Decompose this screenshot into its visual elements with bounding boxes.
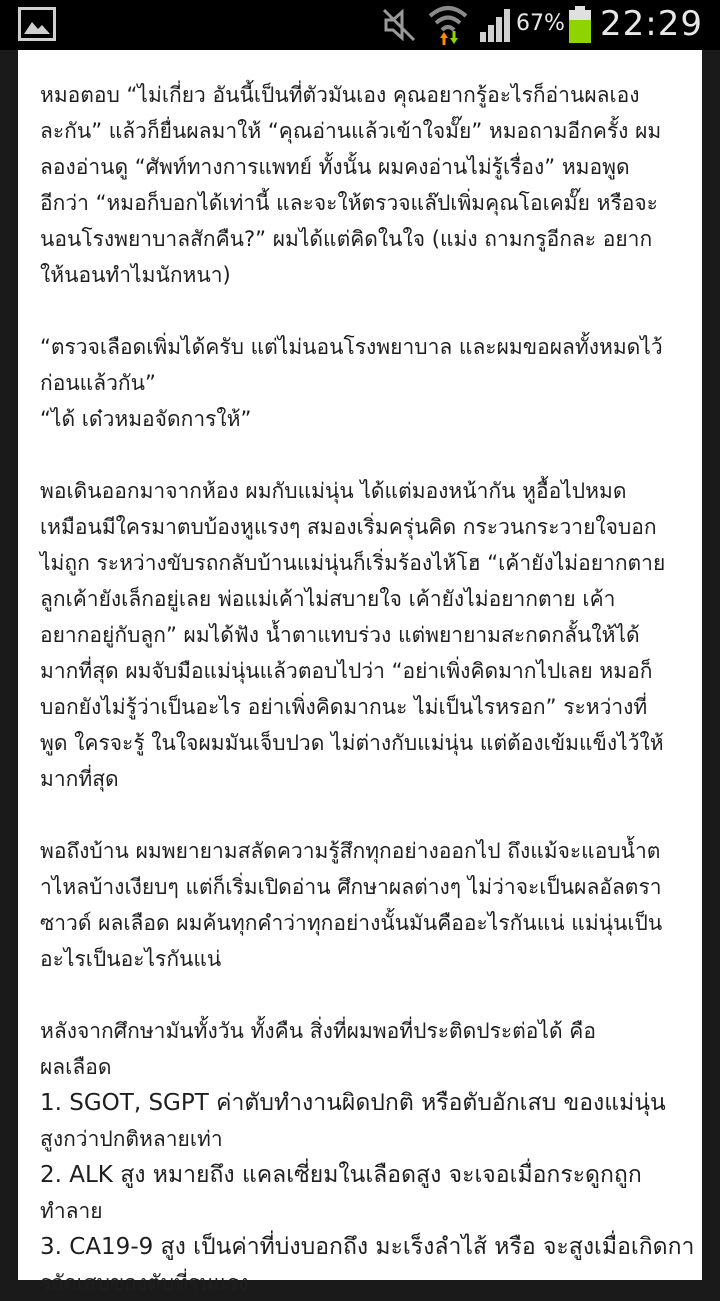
signal-icon [478,8,514,46]
text-line: มากที่สุด [40,767,119,791]
status-bar [0,0,720,50]
gallery-icon[interactable] [18,7,56,41]
mute-icon [382,8,418,46]
text-line: “ตรวจเลือดเพิ่มได้ครับ แต่ไม่นอนโรงพยาบาล และผมขอผลทั้งหมดไว้ [40,335,663,359]
text-line: อะไรเป็นอะไรกันแน่ [40,947,222,971]
text-line: ไม่ถูก ระหว่างขับรถกลับบ้านแม่นุ่นก็เริ่มร้องไห้โฮ “เค้ายังไม่อยากตาย [40,551,666,575]
paragraph [40,77,680,293]
battery-percent: 67% [516,11,565,36]
text-line: นอนโรงพยาบาลสักคืน?” ผมได้แต่คิดในใจ (แม่ง ถามกรูอีกละ อยาก [40,227,653,251]
paragraph [40,833,680,977]
text-line: อยากอยู่กับลูก” ผมได้ฟัง น้ำตาแทบร่วง แต่พยายามสะกดกลั้นให้ได้ [40,623,640,647]
text-line: เหมือนมีใครมาตบบ้องหูแรงๆ สมองเริ่มครุ่นคิด กระวนกระวายใจบอก [40,515,657,539]
text-line: บอกยังไม่รู้ว่าเป็นอะไร อย่าเพิ่งคิดมากนะ ไม่เป็นไรหรอก” ระหว่างที่ [40,695,648,719]
wifi-icon [428,4,468,50]
article-body [18,50,702,1301]
text-line: ลองอ่านดู “ศัพท์ทางการแพทย์ ทั้งนั้น ผมคงอ่านไม่รู้เรื่อง” หมอพูด [40,155,630,179]
text-line: พูด ใครจะรู้ ในใจผมมันเจ็บปวด ไม่ต่างกับแม่นุ่น แต่ต้องเข้มแข็งไว้ให้ [40,731,664,755]
text-line: “ได้ เด๋วหมอจัดการให้” [40,407,252,431]
paragraph [40,329,680,437]
text-line: หลังจากศึกษามันทั้งวัน ทั้งคืน สิ่งที่ผมพอที่ประติดประต่อได้ คือ [40,1019,596,1043]
clock: 22:29 [600,4,703,44]
text-line: ผลเลือด [40,1055,112,1079]
result-list [40,1085,695,1301]
text-line: หมอตอบ “ไม่เกี่ยว อันนี้เป็นที่ตัวมันเอง คุณอยากรู้อะไรก็อ่านผลเอง [40,83,640,107]
article-page[interactable] [18,50,702,1295]
paragraph [40,473,680,797]
paragraph [40,1013,695,1301]
text-line: ลูกเค้ายังเล็กอยู่เลย พ่อแม่เค้าไม่สบายใจ เค้ายังไม่อยากตาย เค้า [40,587,616,611]
text-line: อีกว่า “หมอก็บอกได้เท่านี้ และจะให้ตรวจแล๊ปเพิ่มคุณโอเคมั๊ย หรือจะ [40,191,658,215]
battery-icon [568,6,592,48]
text-line: มากที่สุด ผมจับมือแม่นุ่นแล้วตอบไปว่า “อย่าเพิ่งคิดมากไปเลย หมอก็ [40,659,653,683]
text-line: ซาวด์ ผลเลือด ผมค้นทุกคำว่าทุกอย่างนั้นมันคืออะไรกันแน่ แม่นุ่นเป็น [40,911,663,935]
text-line: ก่อนแล้วกัน” [40,371,156,395]
list-item: ทำลาย [40,1199,103,1223]
text-line: พอเดินออกมาจากห้อง ผมกับแม่นุ่น ได้แต่มองหน้ากัน หูอื้อไปหมด [40,479,627,503]
text-line: ละกัน” แล้วก็ยื่นผลมาให้ “คุณอ่านแล้วเข้าใจมั๊ย” หมอถามอีกครั้ง ผม [40,119,662,143]
list-item: สูงกว่าปกติหลายเท่า [40,1127,223,1151]
list-item: 1. SGOT, SGPT ค่าตับทำงานผิดปกติ หรือตับอักเสบ ของแม่นุ่น [40,1090,666,1116]
text-line: พอถึงบ้าน ผมพยายามสลัดความรู้สึกทุกอย่างออกไป ถึงแม้จะแอบน้ำต [40,839,661,863]
list-item: 3. CA19-9 สูง เป็นค่าที่บ่งบอกถึง มะเร็งลำไส้ หรือ จะสูงเมื่อเกิดกา [40,1234,695,1260]
list-item: รอักเสบของตับที่รุนแรง [40,1271,249,1295]
text-line: ให้นอนทำไมนักหนา) [40,263,231,287]
text-line: าไหลบ้างเงียบๆ แต่ก็เริ่มเปิดอ่าน ศึกษาผลต่างๆ ไม่ว่าจะเป็นผลอัลตรา [40,875,662,899]
list-item: 2. ALK สูง หมายถึง แคลเซี่ยมในเลือดสูง จะเจอเมื่อกระดูกถูก [40,1162,642,1188]
